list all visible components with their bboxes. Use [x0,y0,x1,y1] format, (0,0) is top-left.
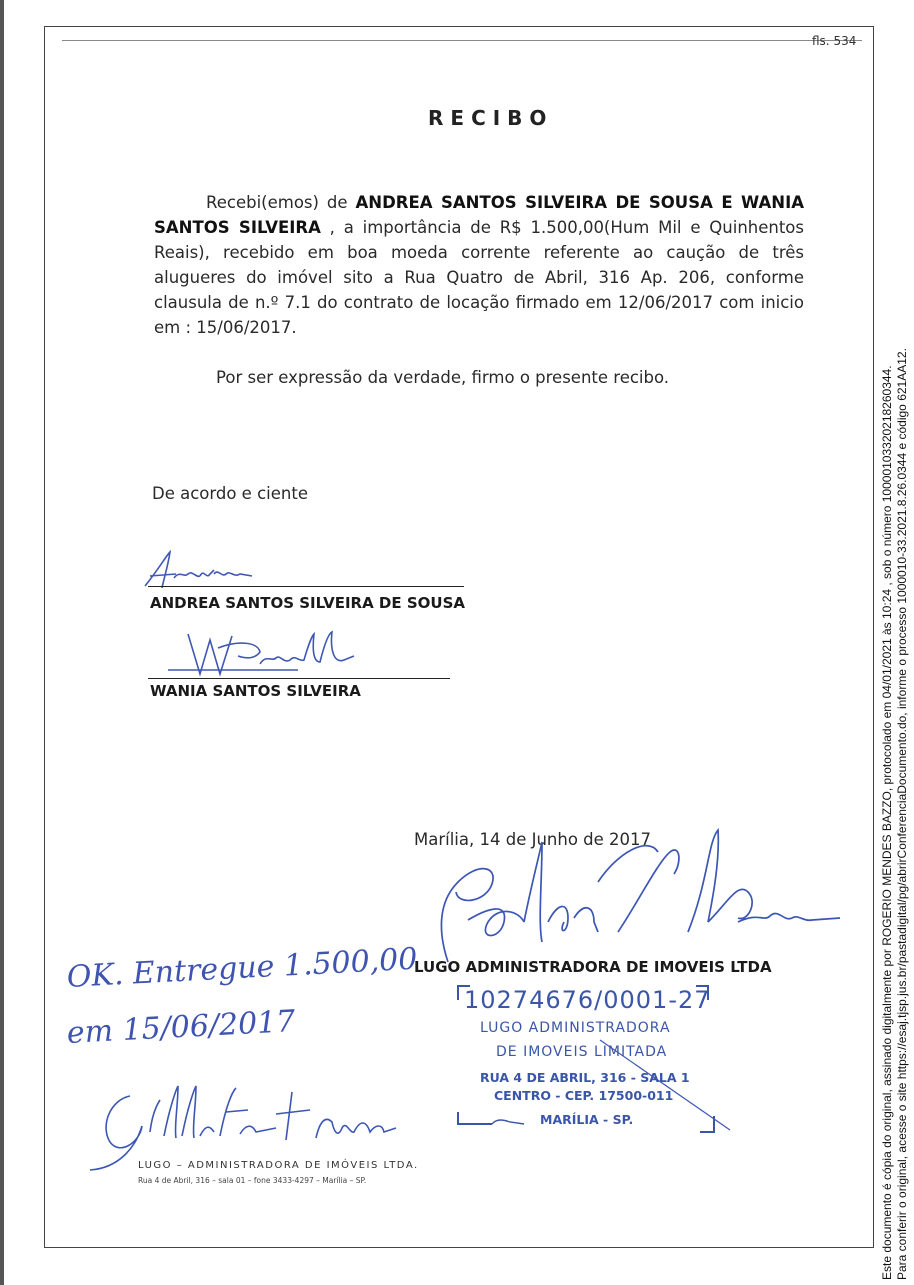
signature-wania [148,626,368,682]
page-number: fls. 534 [812,34,857,48]
digital-signature-note [880,10,910,1280]
side-note-line-2: Para conferir o original, acesse o site https://esaj.tjsp.jus.br/pastadigital/pg/abrirConferenciaDocumento.do, informe o processo 1000010-33.2021.8.26.0344 e código 621AA12. [895,348,909,1280]
payer-names: ANDREA SANTOS SILVEIRA DE SOUSA E WANIA SANTOS SILVEIRA [154,193,804,237]
page-top-rule [62,40,862,41]
place-date: Marília, 14 de Junho de 2017 [414,830,652,849]
letterhead-name: LUGO – ADMINISTRADORA DE IMÓVEIS LTDA. [138,1160,419,1171]
signature-lugo [408,822,848,972]
document-title: RECIBO [428,106,554,130]
signature-handwritten [80,1076,420,1172]
signer-2-name: WANIA SANTOS SILVEIRA [150,682,361,700]
receipt-text: , a importância de R$ 1.500,00(Hum Mil e Quinhentos Reais), recebido em boa moeda corrente referente ao caução de três alugueres do imóvel sito a Rua Quatro de Abril, 316 Ap. 206, conforme clausula de n.º 7.1 do contrato de locação firmado em 12/06/2017 com inicio em : 15/06/2017. [154,218,804,337]
company-name: LUGO ADMINISTRADORA DE IMOVEIS LTDA [414,958,772,976]
handwritten-note-line-2: em 15/06/2017 [66,1004,297,1051]
stamp-line-5: MARÍLIA - SP. [540,1112,634,1127]
signer-1-name: ANDREA SANTOS SILVEIRA DE SOUSA [150,594,465,612]
signature-line-2 [148,678,450,679]
receipt-intro: Recebi(emos) de [206,193,348,212]
stamp-stroke [600,1030,740,1140]
stamp-line-4: CENTRO - CEP. 17500-011 [494,1088,674,1103]
scan-edge [0,0,4,1285]
truth-statement: Por ser expressão da verdade, firmo o presente recibo. [216,368,670,387]
agreement-label: De acordo e ciente [152,484,308,503]
stamp-line-3: RUA 4 DE ABRIL, 316 - SALA 1 [480,1070,690,1085]
handwritten-note-line-1: OK. Entregue 1.500,00 [66,941,419,995]
signature-line-1 [148,586,464,587]
stamp-line-1: LUGO ADMINISTRADORA [480,1020,671,1036]
stamp-cnpj: 10274676/0001-27 [464,986,711,1014]
stamp-line-2: DE IMOVEIS LIMITADA [496,1044,668,1060]
signature-andrea [140,548,280,598]
letterhead-address: Rua 4 de Abril, 316 – sala 01 – fone 3433-4297 – Marília – SP. [138,1176,367,1185]
receipt-body [154,190,804,340]
side-note-line-1: Este documento é cópia do original, assinado digitalmente por ROGERIO MENDES BAZZO, protocolado em 04/01/2021 às 10:24 , sob o número 10000103320218260344. [880,365,894,1280]
